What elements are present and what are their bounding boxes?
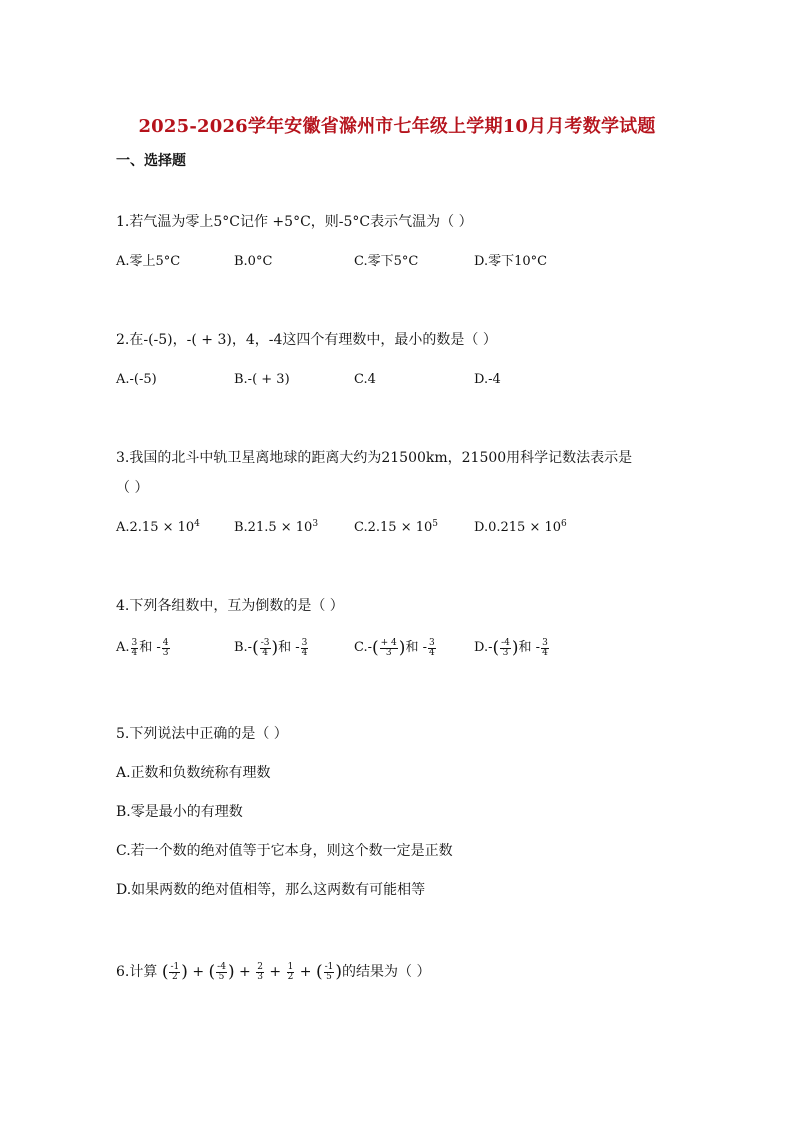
question-4-option-c [354,638,437,659]
question-5-stem: 5.下列说法中正确的是（ ） [116,726,288,742]
numerator: 2 [257,961,263,972]
denominator: 2 [171,971,178,982]
numerator: -1 [324,961,334,972]
denominator: 4 [301,647,308,658]
right-paren: ) [181,962,188,982]
fraction [216,963,227,982]
option-b-exponent: 3 [312,519,319,529]
plus-sign: + [264,964,286,980]
left-paren: ( [252,638,259,658]
question-1-option-a: A.零上5°C [116,254,181,269]
fraction [500,639,511,658]
numerator: 3 [542,637,548,648]
fraction [301,639,309,658]
fraction [162,639,170,658]
option-a-connector: 和 - [139,640,161,655]
fraction [256,963,264,982]
option-c-connector: 和 - [405,640,427,655]
fraction [324,963,335,982]
question-3-stem-line-1: 3.我国的北斗中轨卫星离地球的距离大约为21500km，21500用科学记数法表示是 [116,450,633,466]
question-5-option-c: C.若一个数的绝对值等于它本身，则这个数一定是正数 [116,843,453,859]
right-paren: ) [227,962,235,982]
denominator: 3 [162,647,169,658]
question-5-option-a: A.正数和负数统称有理数 [116,765,271,781]
fraction [131,639,139,658]
question-3-option-a [116,518,200,538]
question-2-option-c: C.4 [354,372,376,387]
option-d-exponent: 6 [561,519,567,529]
plus-sign: + [234,964,256,980]
section-heading: 一、选择题 [116,153,186,169]
right-paren: ) [335,962,343,982]
numerator: 3 [428,637,435,648]
fraction [541,639,549,658]
left-paren: ( [315,962,323,982]
plus-sign: + [295,964,316,980]
numerator: -4 [501,637,510,648]
denominator: 5 [218,971,225,982]
option-b-base: B.21.5 × 10 [234,520,313,535]
question-6-prefix: 6.计算 [116,964,158,980]
question-4-option-d [474,638,550,659]
numerator: 3 [301,637,308,648]
option-a-base: A.2.15 × 10 [116,520,195,535]
question-4-option-b [234,638,309,659]
question-3-option-b [234,518,318,538]
question-3-option-c [354,518,438,538]
numerator: -1 [170,961,180,972]
question-2-option-b: B.-( + 3) [234,372,290,387]
left-paren: ( [161,962,169,982]
option-d-connector: 和 - [518,640,541,655]
question-1-stem: 1.若气温为零上5°C记作 +5°C，则-5°C表示气温为（ ） [116,214,473,230]
question-3-stem-line-2: （ ） [116,480,149,496]
option-d-prefix: D.- [474,640,493,655]
left-paren: ( [492,638,500,658]
denominator: 3 [502,647,509,658]
denominator: 4 [428,647,435,658]
question-5-option-b: B.零是最小的有理数 [116,804,243,820]
right-paren: ) [511,638,519,658]
numerator: + 4 [380,637,397,648]
numerator: 3 [131,637,138,648]
fraction [287,963,295,982]
left-paren: ( [372,638,379,658]
question-1-option-b: B.0°C [234,254,273,269]
question-1-option-d: D.零下10°C [474,254,548,269]
numerator: -3 [260,637,270,648]
denominator: 3 [385,647,392,658]
denominator: 5 [326,971,332,982]
fraction [380,639,398,658]
left-paren: ( [208,962,216,982]
option-b-connector: 和 - [278,640,300,655]
question-1-option-c: C.零下5°C [354,254,419,269]
question-2-stem: 2.在-(-5)，-( + 3)，4，-4这四个有理数中，最小的数是（ ） [116,332,497,348]
right-paren: ) [271,638,279,658]
question-3-option-d [474,518,567,538]
denominator: 4 [262,647,268,658]
right-paren: ) [398,638,406,658]
option-c-base: C.2.15 × 10 [354,520,433,535]
option-c-prefix: C.- [354,640,373,655]
fraction [169,963,180,982]
question-6-stem [116,962,430,982]
plus-sign: + [187,964,209,980]
question-4-stem: 4.下列各组数中，互为倒数的是（ ） [116,598,344,614]
denominator: 4 [542,647,548,658]
option-a-prefix: A. [116,640,130,655]
numerator: 1 [287,961,294,972]
denominator: 2 [287,971,294,982]
option-d-base: D.0.215 × 10 [474,520,562,535]
fraction [428,639,436,658]
denominator: 3 [257,971,263,982]
option-c-exponent: 5 [432,519,438,529]
option-a-exponent: 4 [194,519,200,529]
document-title: 2025-2026学年安徽省滁州市七年级上学期10月月考数学试题 [138,116,656,137]
option-b-prefix: B.- [234,640,253,655]
numerator: 4 [162,637,169,648]
fraction [260,639,271,658]
numerator: -4 [217,961,226,972]
question-4-option-a [116,638,171,659]
question-2-option-a: A.-(-5) [116,372,157,387]
question-2-option-d: D.-4 [474,372,501,387]
question-5-option-d: D.如果两数的绝对值相等，那么这两数有可能相等 [116,882,426,898]
denominator: 4 [131,647,138,658]
question-6-suffix: 的结果为（ ） [342,964,431,980]
